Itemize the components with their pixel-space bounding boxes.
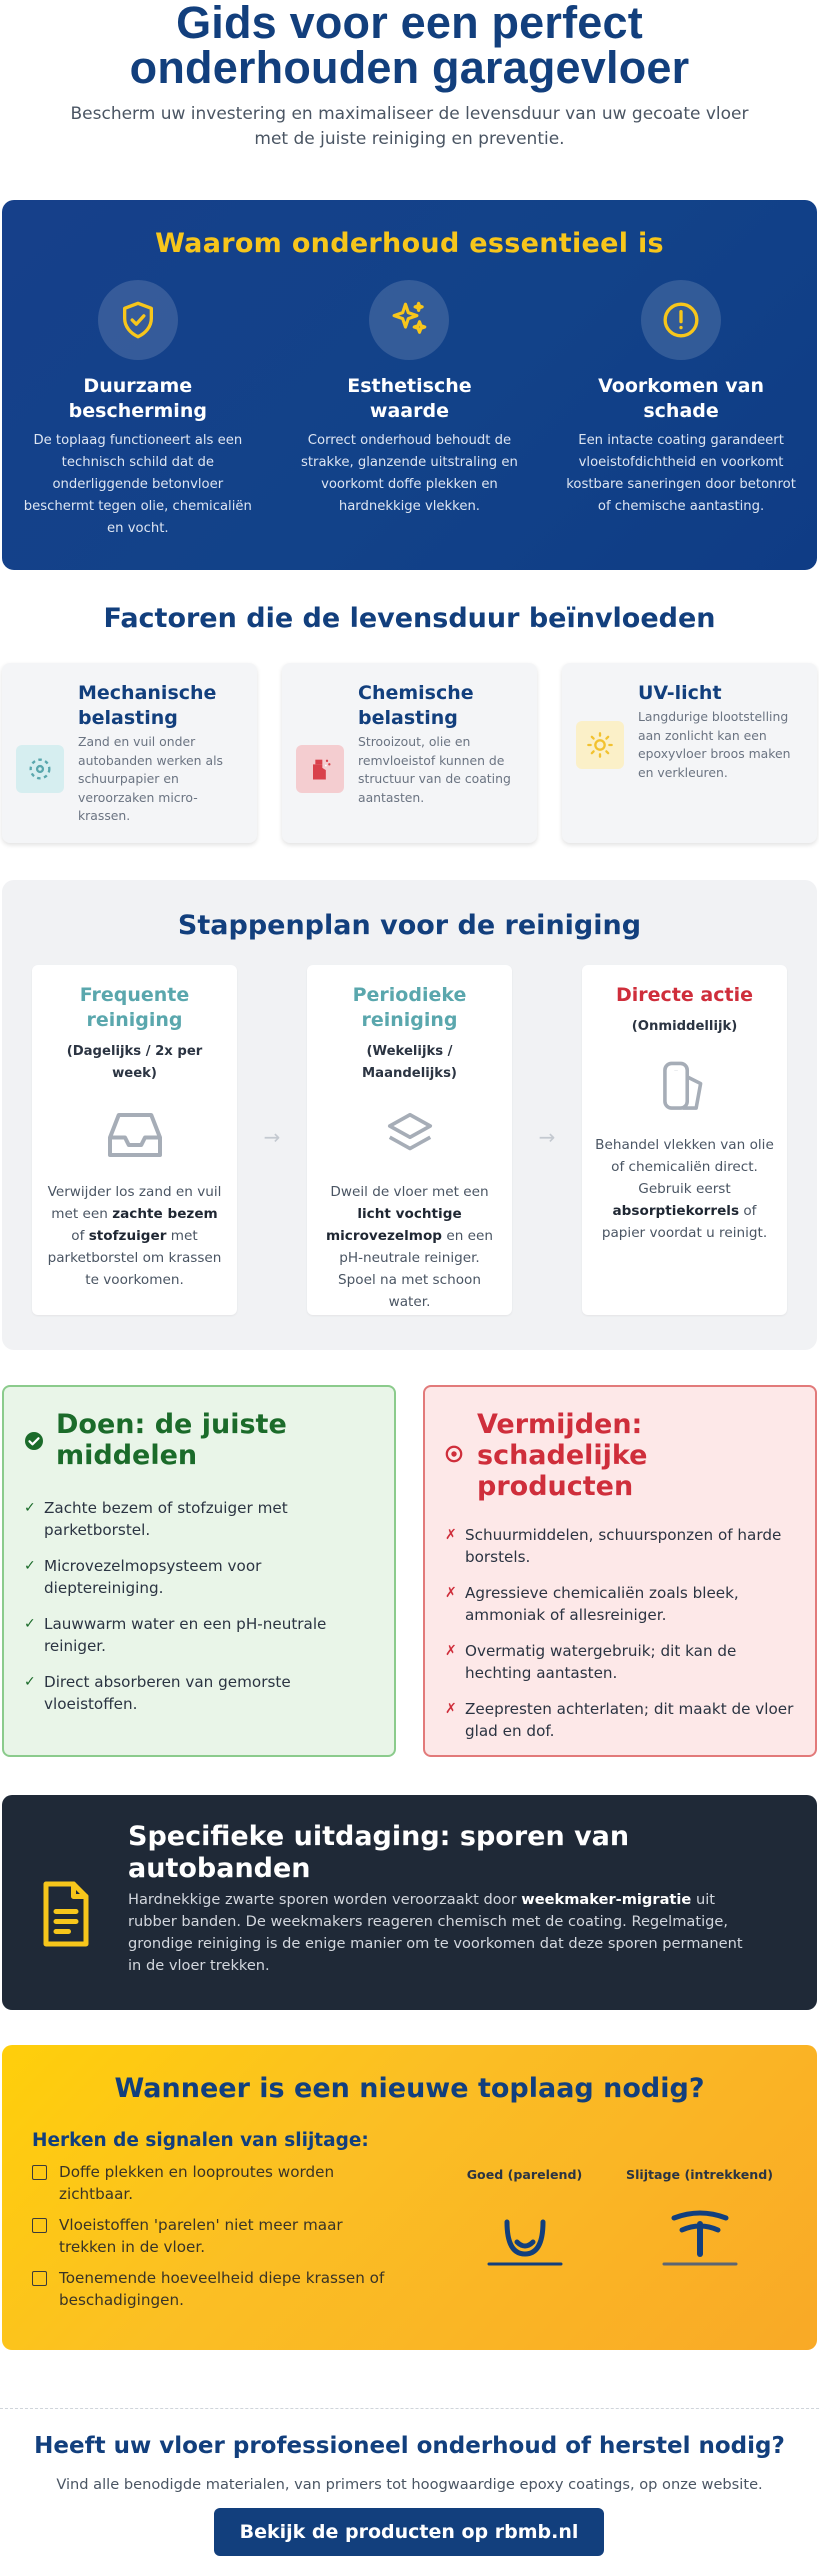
factor-card-uv <box>562 663 817 843</box>
step-title: Periodieke reiniging <box>352 984 467 1031</box>
step-frequency: (Wekelijks / Maandelijks) <box>362 1044 457 1081</box>
checkbox-icon <box>32 2165 47 2180</box>
factor-title: UV-licht <box>638 682 722 704</box>
cross-icon: ✗ <box>445 1701 457 1717</box>
factor-card-chemical <box>282 663 537 843</box>
factor-card-mechanical <box>2 663 257 843</box>
check-icon: ✓ <box>24 1674 36 1690</box>
check-icon: ✓ <box>24 1558 36 1574</box>
list-item: ✗ Zeepresten achterlaten; dit maakt de vloer glad en dof. <box>445 1700 794 1740</box>
list-item: ✓ Microvezelmopsysteem voor dieptereiniging. <box>24 1557 262 1597</box>
why-item-prevent <box>545 280 817 540</box>
water-drop-beading-icon <box>437 2210 612 2282</box>
do-list <box>24 1497 374 1715</box>
list-item: ✓ Zachte bezem of stofzuiger met parketborstel. <box>24 1499 288 1539</box>
step-card-direct <box>582 965 787 1315</box>
signal-item: Vloeistoffen 'parelen' niet meer maar trekken in de vloer. <box>32 2214 402 2258</box>
avoid-list <box>445 1524 795 1742</box>
checkbox-icon <box>32 2218 47 2233</box>
wear-label: Slijtage (intrekkend) <box>626 2167 773 2182</box>
cross-icon: ✗ <box>445 1527 457 1543</box>
factors-list <box>2 663 817 843</box>
steps-title: Stappenplan voor de reiniging <box>177 910 642 941</box>
wear-absorbing-visual <box>612 2167 787 2282</box>
why-section <box>2 200 817 570</box>
list-item: ✗ Schuurmiddelen, schuursponzen of harde borstels. <box>445 1526 782 1566</box>
factor-title: Mechanische belasting <box>78 682 217 729</box>
avoid-title: Vermijden: schadelijke producten <box>477 1409 648 1502</box>
sun-icon <box>576 721 624 769</box>
document-icon <box>36 1879 106 1990</box>
step-text: Dweil de vloer met een licht vochtige microvezelmop en een pH-neutrale reiniger. Spoel na met schoon water. <box>325 1184 493 1310</box>
list-item: ✓ Lauwwarm water en een pH-neutrale reiniger. <box>24 1615 327 1655</box>
why-item-durable <box>2 280 274 540</box>
factor-text: Strooizout, olie en remvloeistof kunnen de structuur van de coating aantasten. <box>358 734 511 805</box>
divider <box>0 2408 819 2409</box>
step-text: Behandel vlekken van olie of chemicaliën direct. Gebruik eerst absorptiekorrels of papier voordat u reinigt. <box>595 1137 774 1241</box>
factor-title: Chemische belasting <box>358 682 474 729</box>
step-card-frequent <box>32 965 237 1315</box>
step-title: Frequente reiniging <box>79 984 190 1031</box>
why-title: Waarom onderhoud essentieel is <box>155 228 664 259</box>
why-item-text: Correct onderhoud behoudt de strakke, glanzende uitstraling en voorkomt doffe plekken en hardnekkige vlekken. <box>301 433 518 514</box>
why-item-title: Voorkomen van schade <box>598 375 764 422</box>
page-title-line-1: Gids voor een perfect <box>176 0 643 48</box>
good-beading-visual <box>437 2167 612 2282</box>
page-title-line-2: onderhouden garagevloer <box>129 42 690 93</box>
step-card-periodic <box>307 965 512 1315</box>
arrow-right-icon: → <box>263 1125 281 1149</box>
dashed-circle-icon <box>16 745 64 793</box>
do-box <box>2 1385 396 1757</box>
absorb-pad-icon <box>594 1056 775 1120</box>
hero <box>0 0 819 152</box>
tire-marks-title: Specifieke uitdaging: sporen van autobanden <box>128 1821 630 1884</box>
list-item: ✓ Direct absorberen van gemorste vloeistoffen. <box>24 1673 291 1713</box>
page-subtitle: Bescherm uw investering en maximaliseer de levensduur van uw gecoate vloer met de juiste reiniging en preventie. <box>70 104 749 149</box>
cross-icon: ✗ <box>445 1643 457 1659</box>
tire-marks-section <box>2 1795 817 2010</box>
shield-check-icon <box>98 280 178 360</box>
signal-item: Doffe plekken en looproutes worden zichtbaar. <box>32 2161 402 2205</box>
avoid-box <box>423 1385 817 1757</box>
step-frequency: (Onmiddellijk) <box>631 1019 738 1034</box>
layers-icon <box>319 1103 500 1167</box>
why-item-aesthetic <box>274 280 546 540</box>
arrow-right-icon: → <box>538 1125 556 1149</box>
factor-text: Zand en vuil onder autobanden werken als schuurpapier en veroorzaken micro-krassen. <box>78 734 223 823</box>
factor-text: Langdurige blootstelling aan zonlicht kan een epoxyvloer broos maken en verkleuren. <box>638 709 791 780</box>
check-icon: ✓ <box>24 1500 36 1516</box>
spray-bottle-icon <box>296 745 344 793</box>
sparkles-icon <box>369 280 449 360</box>
steps-section <box>2 880 817 1350</box>
list-item: ✗ Agressieve chemicaliën zoals bleek, ammoniak of allesreiniger. <box>445 1584 739 1624</box>
do-avoid-section <box>2 1385 817 1757</box>
signals-title: Herken de signalen van slijtage: <box>32 2130 369 2151</box>
checkbox-icon <box>32 2271 47 2286</box>
why-item-title: Esthetische waarde <box>347 375 472 422</box>
why-item-text: Een intacte coating garandeert vloeistofdichtheid en voorkomt kostbare saneringen door betonrot of chemische aantasting. <box>566 433 796 514</box>
cross-icon: ✗ <box>445 1585 457 1601</box>
step-frequency: (Dagelijks / 2x per week) <box>66 1044 203 1081</box>
x-circle-icon <box>445 1445 467 1467</box>
check-circle-icon <box>24 1431 46 1455</box>
alert-circle-icon <box>641 280 721 360</box>
topcoat-section <box>2 2045 817 2350</box>
why-item-text: De toplaag functioneert als een technisch schild dat de onderliggende betonvloer beschermt tegen olie, chemicaliën en vocht. <box>23 433 252 536</box>
good-label: Goed (parelend) <box>466 2167 583 2182</box>
factors-title: Factoren die de levensduur beïnvloeden <box>103 603 716 634</box>
cta-subtitle: Vind alle benodigde materialen, van primers tot hoogwaardige epoxy coatings, op onze website. <box>56 2476 763 2493</box>
inbox-tray-icon <box>44 1103 225 1167</box>
liquid-absorbing-icon <box>612 2210 787 2282</box>
check-icon: ✓ <box>24 1616 36 1632</box>
cta-title: Heeft uw vloer professioneel onderhoud of herstel nodig? <box>34 2433 785 2459</box>
do-title: Doen: de juiste middelen <box>56 1409 287 1471</box>
why-item-title: Duurzame bescherming <box>68 375 207 422</box>
list-item: ✗ Overmatig watergebruik; dit kan de hechting aantasten. <box>445 1642 737 1682</box>
step-title: Directe actie <box>616 984 753 1006</box>
topcoat-title: Wanneer is een nieuwe toplaag nodig? <box>114 2073 705 2104</box>
view-products-button[interactable]: Bekijk de producten op rbmb.nl <box>214 2508 604 2556</box>
tire-marks-text: Hardnekkige zwarte sporen worden veroorzaakt door weekmaker-migratie uit rubber banden. De weekmakers reageren chemisch met de coating. Regelmatige, grondige reiniging is de enige manier om te voorkomen dat deze sporen permanent in de vloer trekken. <box>128 1891 743 1974</box>
step-text: Verwijder los zand en vuil met een zachte bezem of stofzuiger met parketborstel om krassen te voorkomen. <box>47 1184 222 1288</box>
signals-list <box>32 2161 402 2311</box>
signal-item: Toenemende hoeveelheid diepe krassen of beschadigingen. <box>32 2267 402 2311</box>
page-title <box>0 0 819 93</box>
